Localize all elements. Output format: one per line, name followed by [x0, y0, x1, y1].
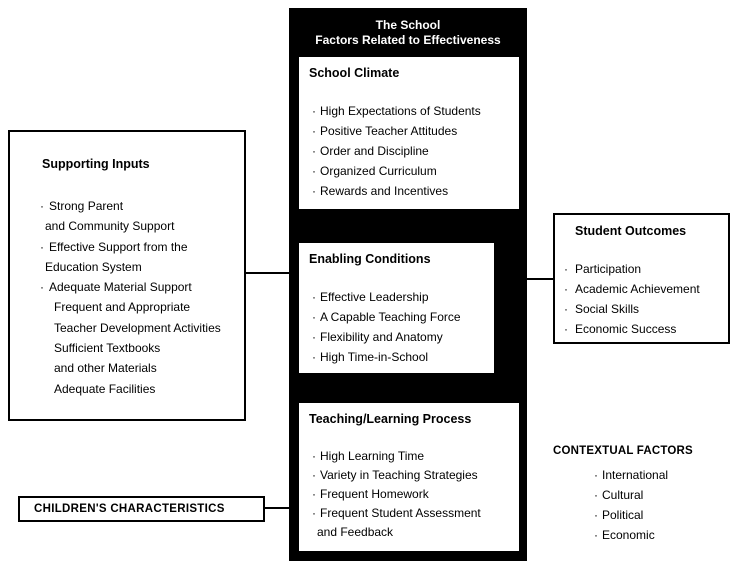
childrens-characteristics-box — [18, 496, 265, 522]
list-item-continuation: and Feedback — [317, 525, 394, 539]
list-item: and Community Support — [45, 219, 175, 234]
school-climate-box — [299, 57, 519, 209]
childrens-characteristics-label: CHILDREN'S CHARACTERISTICS — [34, 503, 225, 515]
list-item: · Frequent Student Assessment — [320, 504, 519, 523]
list-item: · Political — [553, 505, 733, 525]
student-outcomes-list — [555, 259, 728, 339]
teaching-learning-box — [299, 403, 519, 551]
list-item: · High Expectations of Students — [320, 101, 519, 121]
list-item: · Social Skills — [575, 299, 728, 319]
student-outcomes-box — [553, 213, 730, 344]
list-item: and other Materials — [54, 361, 157, 376]
list-item: · Positive Teacher Attitudes — [320, 121, 519, 141]
list-item: · Adequate Material Support — [10, 277, 244, 297]
panel-title — [289, 18, 527, 48]
list-item: Sufficient Textbooks — [54, 341, 161, 356]
list-item: · High Time-in-School — [320, 347, 494, 367]
enabling-conditions-title: Enabling Conditions — [309, 252, 431, 266]
list-item: · Economic Success — [575, 319, 728, 339]
list-item: Education System — [45, 259, 142, 274]
list-item: · Economic — [553, 525, 733, 545]
contextual-factors — [553, 444, 733, 545]
school-climate-list — [299, 101, 519, 201]
list-item: · Academic Achievement — [575, 279, 728, 299]
enabling-conditions-list — [299, 287, 494, 367]
panel-title-line2: Factors Related to Effectiveness — [315, 33, 501, 47]
panel-title-line1: The School — [375, 18, 441, 32]
list-item: · Effective Leadership — [320, 287, 494, 307]
supporting-inputs-list — [10, 196, 244, 399]
contextual-factors-list — [553, 465, 733, 545]
connector-children-to-school — [265, 507, 289, 509]
teaching-learning-title: Teaching/Learning Process — [309, 412, 472, 426]
list-item: · Order and Discipline — [320, 141, 519, 161]
student-outcomes-title: Student Outcomes — [575, 224, 687, 238]
list-item: · Frequent Homework — [320, 485, 519, 504]
list-item: Teacher Development Activities — [54, 320, 221, 335]
contextual-factors-title: CONTEXTUAL FACTORS — [553, 445, 693, 457]
list-item: · A Capable Teaching Force — [320, 307, 494, 327]
list-item: · Cultural — [553, 485, 733, 505]
list-item: · Rewards and Incentives — [320, 181, 519, 201]
list-item: · Strong Parent — [10, 196, 244, 216]
list-item: · Effective Support from the — [10, 237, 244, 257]
supporting-inputs-box — [8, 130, 246, 421]
list-item: · International — [553, 465, 733, 485]
list-item: Adequate Facilities — [54, 381, 156, 396]
list-item: · Flexibility and Anatomy — [320, 327, 494, 347]
teaching-learning-list — [299, 447, 519, 542]
connector-supporting-inputs-to-school — [246, 272, 289, 274]
list-item: · Variety in Teaching Strategies — [320, 466, 519, 485]
supporting-inputs-title: Supporting Inputs — [42, 157, 150, 171]
school-panel — [289, 8, 527, 561]
enabling-conditions-box — [299, 243, 494, 373]
list-item: · Participation — [575, 259, 728, 279]
list-item: · High Learning Time — [320, 447, 519, 466]
list-item: Frequent and Appropriate — [54, 300, 191, 315]
connector-school-to-student-outcomes — [527, 278, 553, 280]
school-climate-title: School Climate — [309, 66, 400, 80]
list-item: · Organized Curriculum — [320, 161, 519, 181]
